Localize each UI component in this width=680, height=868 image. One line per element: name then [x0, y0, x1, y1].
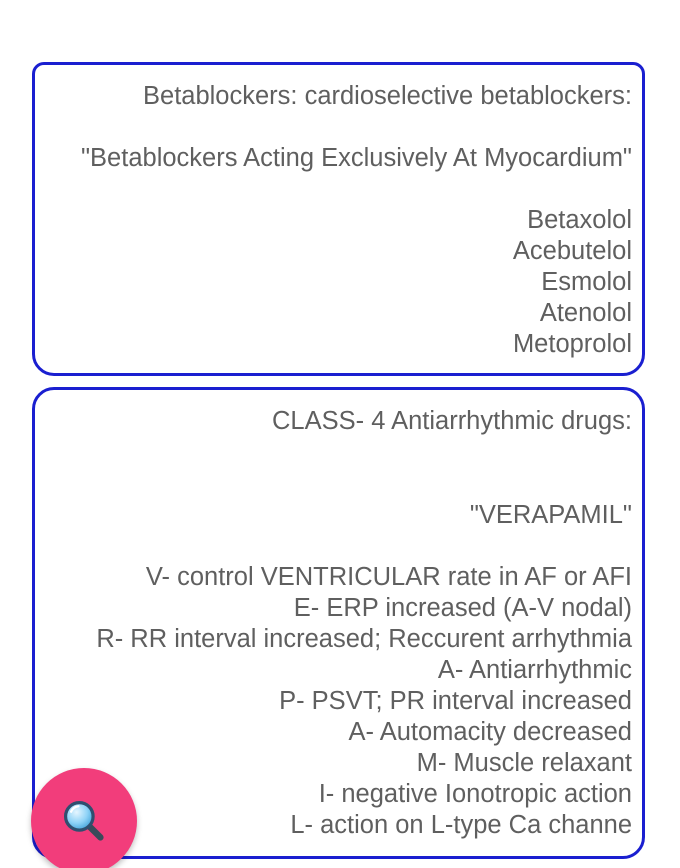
list-item: A- Automacity decreased: [348, 718, 632, 746]
list-item: P- PSVT; PR interval increased: [279, 687, 632, 715]
list-item: L- action on L-type Ca channe: [290, 811, 632, 839]
list-item: Betaxolol: [527, 206, 632, 234]
mnemonic-card-betablockers[interactable]: [32, 62, 645, 376]
list-item: E- ERP increased (A-V nodal): [293, 594, 632, 622]
list-item: Acebutelol: [512, 237, 632, 265]
card-mnemonic: "Betablockers Acting Exclusively At Myocardium": [81, 144, 632, 172]
list-item: Atenolol: [539, 299, 632, 327]
list-item: I- negative Ionotropic action: [318, 780, 632, 808]
list-item: R- RR interval increased; Reccurent arrhythmia: [96, 625, 632, 653]
list-item: A- Antiarrhythmic: [437, 656, 632, 684]
search-fab-button[interactable]: [31, 768, 137, 868]
card-heading: CLASS- 4 Antiarrhythmic drugs:: [272, 407, 632, 435]
list-item: Esmolol: [541, 268, 632, 296]
list-item: Metoprolol: [512, 330, 632, 358]
list-item: M- Muscle relaxant: [416, 749, 632, 777]
card-mnemonic: "VERAPAMIL": [469, 501, 632, 529]
card-heading: Betablockers: cardioselective betablockers:: [143, 82, 632, 110]
list-item: V- control VENTRICULAR rate in AF or AFI: [145, 563, 632, 591]
search-icon: [61, 798, 105, 842]
